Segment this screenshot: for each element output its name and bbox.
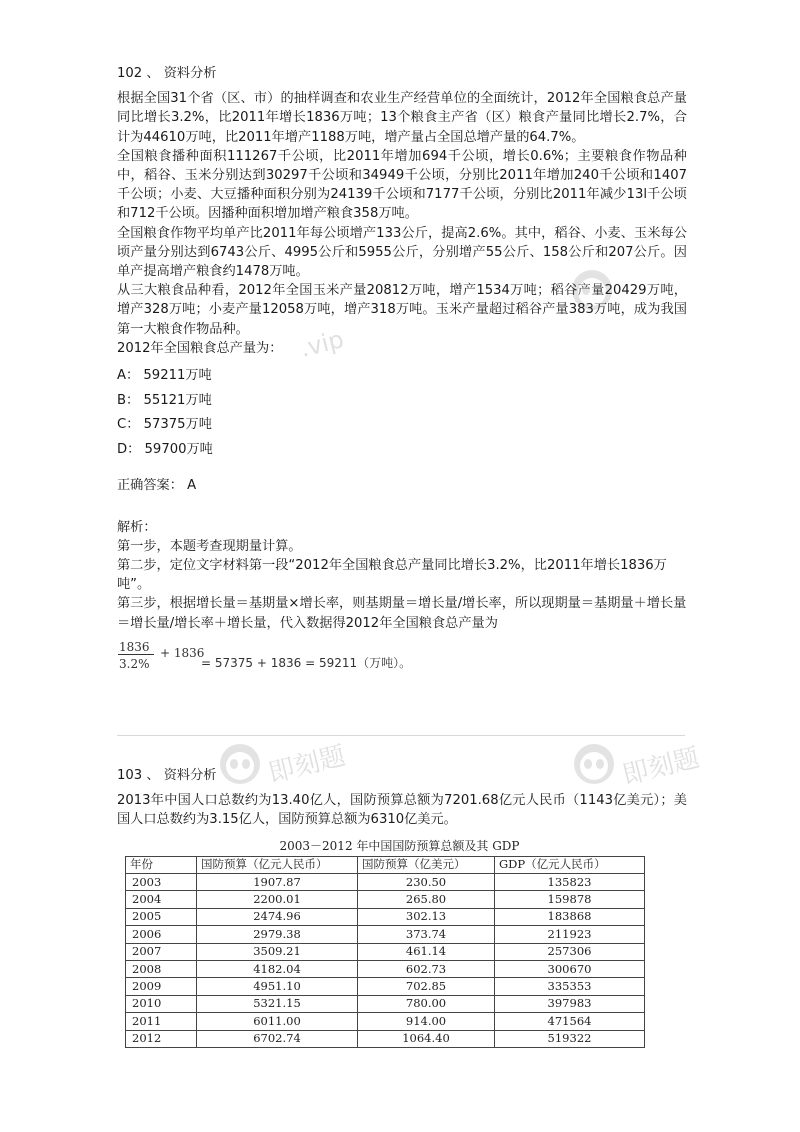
- cell-budget-rmb: 3509.21: [197, 943, 358, 960]
- cell-budget-usd: 461.14: [358, 943, 495, 960]
- cell-budget-usd: 780.00: [358, 995, 495, 1012]
- option-d[interactable]: [117, 438, 687, 463]
- cell-year: 2012: [126, 1030, 197, 1047]
- option-c[interactable]: [117, 413, 687, 438]
- watermark-text: .vip: [297, 325, 347, 363]
- option-key: B：: [117, 392, 140, 408]
- cell-budget-usd: 302.13: [358, 908, 495, 925]
- cell-year: 2007: [126, 943, 197, 960]
- question-103: [117, 766, 687, 1048]
- cell-year: 2009: [126, 978, 197, 995]
- table-row: [126, 943, 645, 960]
- cell-budget-usd: 373.74: [358, 926, 495, 943]
- table-row: [126, 978, 645, 995]
- cell-year: 2010: [126, 995, 197, 1012]
- material-paragraph-3: 全国粮食作物平均单产比2011年每公顷增产133公斤，提高2.6%。其中，稻谷、小麦、玉米每公顷产量分别达到6743公斤、4995公斤和5955公斤，分别增产55公斤、158公斤和207公斤。因单产提高增产粮食约1478万吨。: [117, 225, 687, 280]
- cell-gdp: 135823: [495, 874, 645, 891]
- header-gdp: GDP（亿元人民币）: [495, 856, 645, 873]
- watermark-text: 即刻题: [619, 743, 703, 791]
- table-row: [126, 1013, 645, 1030]
- cell-year: 2004: [126, 891, 197, 908]
- cell-budget-usd: 914.00: [358, 1013, 495, 1030]
- analysis-step-1: 第一步，本题考查现期量计算。: [117, 538, 302, 554]
- option-text: 59700万吨: [144, 441, 213, 457]
- watermark-text: 即刻题: [265, 741, 349, 789]
- question-divider: [117, 735, 685, 736]
- table-row: [126, 1030, 645, 1047]
- option-text: 57375万吨: [143, 417, 212, 433]
- header-year: 年份: [126, 856, 197, 873]
- analysis-title: 解析：: [117, 519, 157, 535]
- cell-budget-usd: 265.80: [358, 891, 495, 908]
- table-row: [126, 960, 645, 977]
- option-text: 59211万吨: [143, 368, 212, 384]
- table-row: [126, 995, 645, 1012]
- cell-budget-usd: 1064.40: [358, 1030, 495, 1047]
- correct-answer: 正确答案： A: [117, 478, 197, 494]
- cell-budget-rmb: 5321.15: [197, 995, 358, 1012]
- table-row: [126, 926, 645, 943]
- table-title: 2003－2012 年中国国防预算总额及其 GDP: [279, 838, 520, 853]
- option-text: 55121万吨: [143, 392, 212, 408]
- cell-budget-usd: 602.73: [358, 960, 495, 977]
- cell-gdp: 183868: [495, 908, 645, 925]
- cell-budget-rmb: 2979.38: [197, 926, 358, 943]
- cell-budget-rmb: 1907.87: [197, 874, 358, 891]
- cell-gdp: 257306: [495, 943, 645, 960]
- cell-gdp: 471564: [495, 1013, 645, 1030]
- table-row: [126, 908, 645, 925]
- cell-gdp: 159878: [495, 891, 645, 908]
- material-paragraph-4: 从三大粮食品种看，2012年全国玉米产量20812万吨，增产1534万吨；稻谷产量20429万吨，增产328万吨；小麦产量12058万吨，增产318万吨。玉米产量超过稻谷产量383万吨，成为我国第一大粮食作物品种。: [117, 283, 687, 337]
- cell-budget-rmb: 6011.00: [197, 1013, 358, 1030]
- cell-gdp: 397983: [495, 995, 645, 1012]
- defense-budget-table: [125, 856, 645, 1048]
- cell-budget-usd: 702.85: [358, 978, 495, 995]
- cell-gdp: 300670: [495, 960, 645, 977]
- option-key: C：: [117, 417, 140, 433]
- formula-image: [117, 635, 417, 677]
- cell-budget-rmb: 6702.74: [197, 1030, 358, 1047]
- analysis-step-3: 第三步，根据增长量＝基期量×增长率，则基期量＝增长量/增长率，所以现期量＝基期量＋增长量＝增长量/增长率＋增长量，代入数据得2012年全国粮食总产量为: [117, 596, 687, 631]
- cell-budget-rmb: 2474.96: [197, 908, 358, 925]
- cell-budget-rmb: 2200.01: [197, 891, 358, 908]
- cell-budget-usd: 230.50: [358, 874, 495, 891]
- question-102: [117, 64, 687, 677]
- option-key: D：: [117, 441, 141, 457]
- formula-numerator: 1836: [119, 639, 150, 654]
- question-stem: 2012年全国粮食总产量为：: [117, 340, 283, 356]
- material-paragraph-2: 全国粮食播种面积111267千公顷，比2011年增加694千公顷，增长0.6%；主要粮食作物品种中，稻谷、玉米分别达到30297千公顷和34949千公顷，分别比2011年增加240千公顷和1407千公顷；小麦、大豆播种面积分别为24139千公顷和7177千公顷，分别比2011年减少13l千公顷和712千公顷。因播种面积增加增产粮食358万吨。: [117, 148, 687, 222]
- option-key: A：: [117, 368, 140, 384]
- table-row: [126, 891, 645, 908]
- cell-budget-rmb: 4951.10: [197, 978, 358, 995]
- formula-denominator: 3.2%: [119, 656, 150, 671]
- cell-year: 2005: [126, 908, 197, 925]
- formula-result: = 57375 + 1836 = 59211（万吨）。: [201, 655, 412, 670]
- material-paragraph-1: 根据全国31个省（区、市）的抽样调查和农业生产经营单位的全面统计，2012年全国粮食总产量同比增长3.2%，比2011年增长1836万吨；13个粮食主产省（区）粮食产量同比增长2.7%，合计为44610万吨，比2011年增产1188万吨，增产量占全国总增产量的64.7%。: [117, 91, 687, 145]
- cell-gdp: 335353: [495, 978, 645, 995]
- cell-year: 2008: [126, 960, 197, 977]
- option-b[interactable]: [117, 389, 687, 414]
- table-image: [117, 836, 682, 1048]
- cell-year: 2011: [126, 1013, 197, 1030]
- cell-year: 2003: [126, 874, 197, 891]
- table-row: [126, 874, 645, 891]
- options-list: [117, 364, 687, 462]
- question-103-heading: 103 、 资料分析: [117, 768, 217, 783]
- table-body: [126, 874, 645, 1048]
- cell-year: 2006: [126, 926, 197, 943]
- header-budget-rmb: 国防预算（亿元人民币）: [197, 856, 358, 873]
- question-102-heading: 102 、 资料分析: [117, 66, 217, 81]
- cell-budget-rmb: 4182.04: [197, 960, 358, 977]
- cell-gdp: 519322: [495, 1030, 645, 1047]
- option-a[interactable]: [117, 364, 687, 389]
- analysis-step-2: 第二步，定位文字材料第一段“2012年全国粮食总产量同比增长3.2%，比2011年增长1836万吨”。: [117, 558, 667, 593]
- header-budget-usd: 国防预算（亿美元）: [358, 856, 495, 873]
- cell-gdp: 211923: [495, 926, 645, 943]
- formula-plus: + 1836: [160, 645, 205, 660]
- question-103-text: 2013年中国人口总数约为13.40亿人，国防预算总额为7201.68亿元人民币（1143亿美元）；美国人口总数约为3.15亿人，国防预算总额为6310亿美元。: [117, 793, 687, 828]
- table-header-row: [126, 856, 645, 873]
